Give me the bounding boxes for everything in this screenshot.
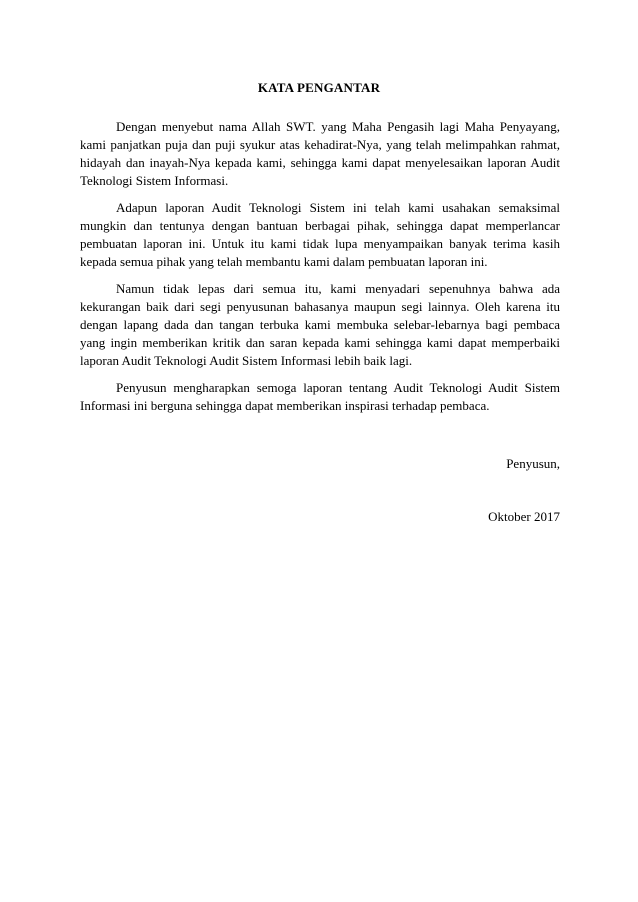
document-body bbox=[80, 118, 560, 424]
signature-author: Penyusun, bbox=[506, 456, 560, 471]
document-title: KATA PENGANTAR bbox=[257, 80, 381, 95]
paragraph-3: Namun tidak lepas dari semua itu, kami menyadari sepenuhnya bahwa ada kekurangan baik dari segi penyusunan bahasanya maupun segi lainnya. Oleh karena itu dengan lapang dada dan tangan terbuka kami membuka selebar-lebarnya bagi pembaca yang ingin memberikan kritik dan saran kepada kami sehingga kami dapat memperbaiki laporan Audit Teknologi Audit Sistem Informasi lebih baik lagi. bbox=[80, 281, 560, 368]
paragraph-4: Penyusun mengharapkan semoga laporan tentang Audit Teknologi Audit Sistem Informasi ini berguna sehingga dapat memberikan inspirasi terhadap pembaca. bbox=[80, 380, 560, 413]
paragraph-2: Adapun laporan Audit Teknologi Sistem ini telah kami usahakan semaksimal mungkin dan tentunya dengan bantuan berbagai pihak, sehingga dapat memperlancar pembuatan laporan ini. Untuk itu kami tidak lupa menyampaikan banyak terima kasih kepada semua pihak yang telah membantu kami dalam pembuatan laporan ini. bbox=[80, 200, 560, 269]
signature-date: Oktober 2017 bbox=[488, 509, 560, 524]
paragraph-1: Dengan menyebut nama Allah SWT. yang Maha Pengasih lagi Maha Penyayang, kami panjatkan puja dan puji syukur atas kehadirat-Nya, yang telah melimpahkan rahmat, hidayah dan inayah-Nya kepada kami, sehingga kami dapat menyelesaikan laporan Audit Teknologi Sistem Informasi. bbox=[80, 119, 560, 188]
